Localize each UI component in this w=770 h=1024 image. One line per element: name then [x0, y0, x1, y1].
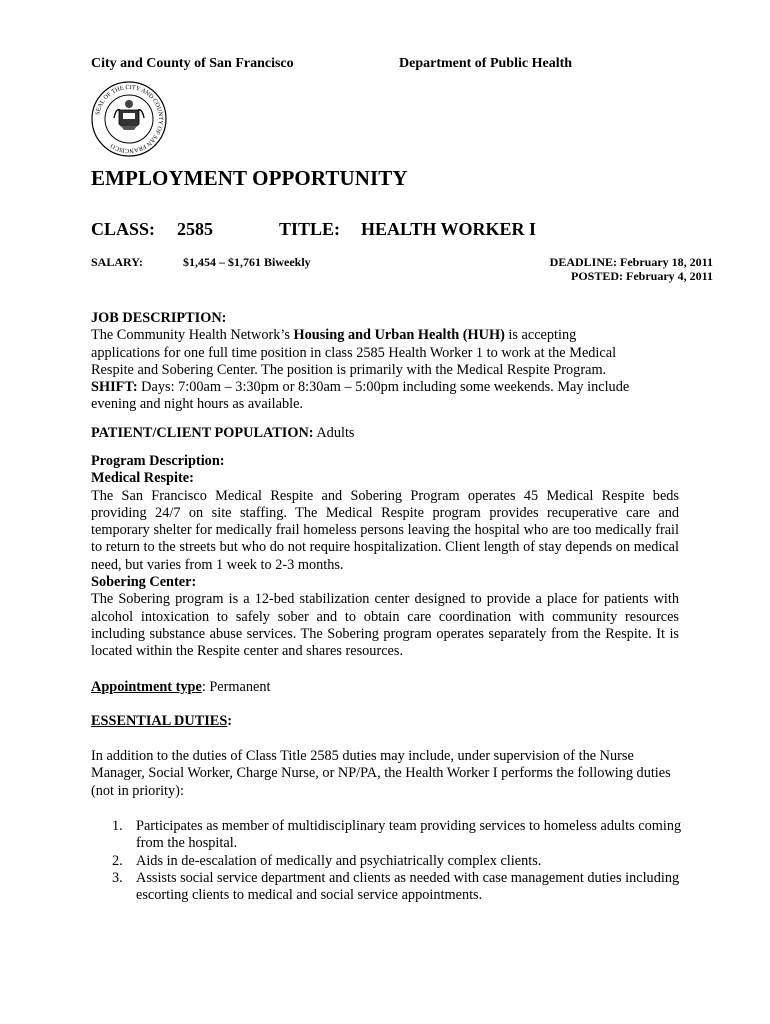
- job-description-line-3: Respite and Sobering Center. The position is primarily with the Medical Respite Program.: [91, 361, 607, 378]
- sobering-heading: Sobering Center:: [91, 574, 197, 591]
- svg-text:SEAL OF THE CITY AND COUNTY OF: SEAL OF THE CITY AND COUNTY OF SAN FRANCISCO: [94, 83, 165, 155]
- page-title: EMPLOYMENT OPPORTUNITY: [91, 166, 408, 190]
- program-section: [91, 453, 679, 661]
- title-label: TITLE:: [279, 219, 341, 239]
- title-value: HEALTH WORKER I: [361, 219, 537, 239]
- class-label: CLASS:: [91, 219, 156, 239]
- salary-value: $1,454 – $1,761 Biweekly: [183, 255, 311, 269]
- posted-date: POSTED: February 4, 2011: [570, 269, 713, 283]
- job-description-heading: JOB DESCRIPTION:: [91, 310, 227, 326]
- duty-item: 1. Participates as member of multidisciplinary team providing services to homeless adults coming from the hospital.: [112, 818, 682, 852]
- duty-item: 2. Aids in de-escalation of medically and psychiatrically complex clients.: [112, 852, 542, 869]
- header-department: Department of Public Health: [399, 56, 573, 71]
- respite-paragraph: The San Francisco Medical Respite and Sobering Program operates 45 Medical Respite beds providing 24/7 on site staffing. The Medical Respite program provides recuperative care and temporary shelter for medically frail homeless persons leaving the hospital who are too medically frail to return to the streets but who do not require hospitalization. Client length of stay depends on medical need, but varies from 1 week to 2-3 months.: [91, 487, 679, 573]
- job-description-line-1: The Community Health Network’s Housing and Urban Health (HUH) is accepting: [91, 327, 577, 344]
- class-value: 2585: [177, 219, 213, 239]
- duties-heading: ESSENTIAL DUTIES:: [91, 713, 233, 729]
- duties-list: [91, 818, 691, 904]
- deadline-date: DEADLINE: February 18, 2011: [549, 255, 713, 269]
- city-seal-logo: [90, 80, 168, 158]
- job-description-section: [91, 310, 691, 414]
- program-heading: Program Description:: [91, 453, 225, 469]
- appointment-line: Appointment type: Permanent: [91, 679, 271, 695]
- duty-item: 3. Assists social service department and clients as needed with case management duties including escorting clients to medical and social service appointments.: [112, 869, 680, 904]
- shift-line: SHIFT: Days: 7:00am – 3:30pm or 8:30am – 5:00pm including some weekends. May include: [91, 379, 630, 396]
- population-line: PATIENT/CLIENT POPULATION: Adults: [91, 425, 355, 441]
- respite-heading: Medical Respite:: [91, 470, 194, 487]
- header-org: City and County of San Francisco: [91, 56, 294, 71]
- sobering-paragraph: The Sobering program is a 12-bed stabilization center designed to provide a place for patients with alcohol intoxication to safely sober and to obtain care coordination with community resources including substance abuse services. The Sobering program operates separately from the Respite. It is located within the Respite center and shares resources.: [91, 591, 679, 660]
- job-description-line-2: applications for one full time position in class 2585 Health Worker 1 to work at the Medical: [91, 344, 617, 361]
- salary-label: SALARY:: [91, 255, 143, 269]
- duties-intro: In addition to the duties of Class Title 2585 duties may include, under supervision of the Nurse Manager, Social Worker, Charge Nurse, or NP/PA, the Health Worker I performs the following duties (not in priority):: [91, 748, 671, 799]
- job-description-line-5: evening and night hours as available.: [91, 396, 304, 413]
